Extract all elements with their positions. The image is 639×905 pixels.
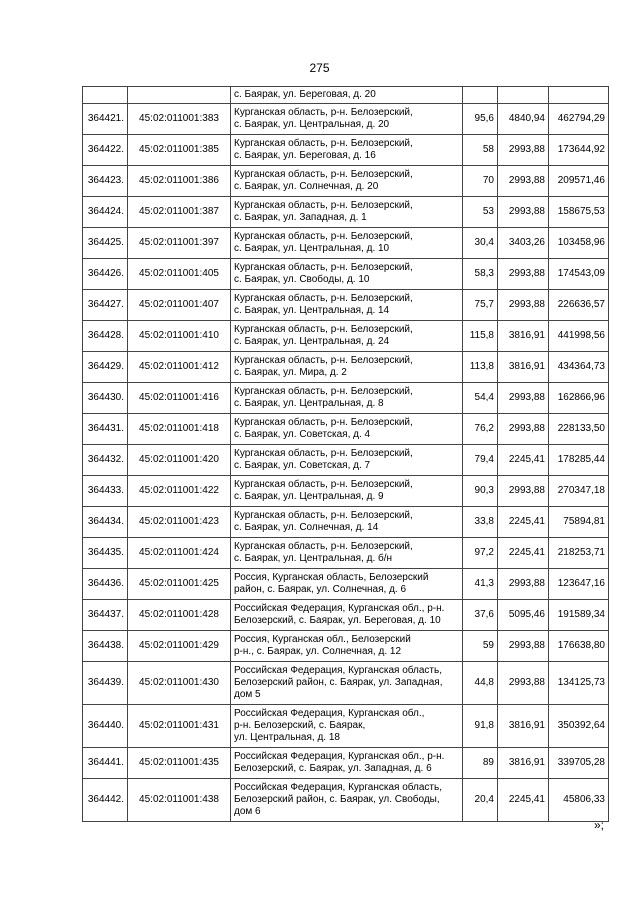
address-cell: [231, 135, 463, 166]
row-index: 364435.: [83, 538, 128, 569]
cadastral-number: 45:02:011001:416: [128, 383, 231, 414]
address-line: Курганская область, р-н. Белозерский,: [234, 323, 413, 335]
address-cell: с. Баярак, ул. Береговая, д. 20: [231, 87, 463, 104]
area-value: 30,4: [463, 228, 498, 259]
area-value: 90,3: [463, 476, 498, 507]
address-cell: [231, 414, 463, 445]
address-line: район, с. Баярак, ул. Солнечная, д. 6: [234, 583, 407, 595]
address-cell: [231, 445, 463, 476]
table-row: [83, 290, 609, 321]
area-value: 76,2: [463, 414, 498, 445]
address-cell: [231, 104, 463, 135]
row-index: 364423.: [83, 166, 128, 197]
table-row: [83, 383, 609, 414]
cadastral-value: 178285,44: [549, 445, 609, 476]
row-index: 364433.: [83, 476, 128, 507]
address-line: Курганская область, р-н. Белозерский,: [234, 292, 413, 304]
cadastral-value: 176638,80: [549, 631, 609, 662]
rate-value: 2993,88: [498, 166, 549, 197]
cadastral-number: 45:02:011001:383: [128, 104, 231, 135]
cadastral-value: 209571,46: [549, 166, 609, 197]
address-line: с. Баярак, ул. Центральная, д. 10: [234, 242, 390, 254]
row-index: 364440.: [83, 705, 128, 748]
address-cell: [231, 569, 463, 600]
rate-value: 3816,91: [498, 321, 549, 352]
area-value: 54,4: [463, 383, 498, 414]
row-index: 364421.: [83, 104, 128, 135]
address-line: Курганская область, р-н. Белозерский,: [234, 106, 413, 118]
area-value: 75,7: [463, 290, 498, 321]
rate-value: 2993,88: [498, 135, 549, 166]
address-cell: [231, 476, 463, 507]
address-line: с. Баярак, ул. Свободы, д. 10: [234, 273, 370, 285]
address-line: дом 5: [234, 688, 261, 700]
area-value: 91,8: [463, 705, 498, 748]
row-index: 364429.: [83, 352, 128, 383]
address-line: с. Баярак, ул. Солнечная, д. 20: [234, 180, 379, 192]
row-index: 364422.: [83, 135, 128, 166]
rate-value: 2993,88: [498, 290, 549, 321]
row-index: 364436.: [83, 569, 128, 600]
cadastral-value: 191589,34: [549, 600, 609, 631]
area-value: 89: [463, 748, 498, 779]
cadastral-number: 45:02:011001:425: [128, 569, 231, 600]
address-line: Белозерский, с. Баярак, ул. Западная, д. 6: [234, 762, 432, 774]
address-line: с. Баярак, ул. Центральная, д. б/н: [234, 552, 393, 564]
cadastral-number: 45:02:011001:397: [128, 228, 231, 259]
rate-value: 2993,88: [498, 631, 549, 662]
cadastral-value: 441998,56: [549, 321, 609, 352]
address-line: Курганская область, р-н. Белозерский,: [234, 199, 413, 211]
address-line: Российская Федерация, Курганская область,: [234, 781, 443, 793]
cadastral-number: 45:02:011001:410: [128, 321, 231, 352]
area-value: 20,4: [463, 779, 498, 822]
table-row: [83, 569, 609, 600]
cadastral-value: 75894,81: [549, 507, 609, 538]
address-line: Белозерский, с. Баярак, ул. Береговая, д. 10: [234, 614, 441, 626]
cadastral-value: 173644,92: [549, 135, 609, 166]
table-row: [83, 476, 609, 507]
table-row: [83, 507, 609, 538]
area-value: 33,8: [463, 507, 498, 538]
table-row: [83, 631, 609, 662]
table-row: [83, 414, 609, 445]
row-index: 364431.: [83, 414, 128, 445]
address-line: Белозерский район, с. Баярак, ул. Западная,: [234, 676, 443, 688]
rate-value: 2993,88: [498, 569, 549, 600]
value-cell: [549, 87, 609, 104]
cadastral-value: 218253,71: [549, 538, 609, 569]
area-value: 37,6: [463, 600, 498, 631]
rate-value: 5095,46: [498, 600, 549, 631]
address-cell: [231, 321, 463, 352]
rate-value: 2245,41: [498, 445, 549, 476]
cadastral-number: 45:02:011001:438: [128, 779, 231, 822]
table-row: [83, 748, 609, 779]
row-index: 364438.: [83, 631, 128, 662]
cadastral-value: 462794,29: [549, 104, 609, 135]
rate-value: 2245,41: [498, 779, 549, 822]
address-line: р-н., с. Баярак, ул. Солнечная, д. 12: [234, 645, 402, 657]
cadastral-value: 103458,96: [549, 228, 609, 259]
address-line: Курганская область, р-н. Белозерский,: [234, 540, 413, 552]
address-cell: [231, 228, 463, 259]
address-line: Курганская область, р-н. Белозерский,: [234, 261, 413, 273]
rate-value: 2993,88: [498, 476, 549, 507]
rate-value: 4840,94: [498, 104, 549, 135]
row-index: 364439.: [83, 662, 128, 705]
address-line: с. Баярак, ул. Советская, д. 4: [234, 428, 371, 440]
cadastral-value: 350392,64: [549, 705, 609, 748]
cadastral-value: 162866,96: [549, 383, 609, 414]
address-line: с. Баярак, ул. Солнечная, д. 14: [234, 521, 379, 533]
cadastral-value: 174543,09: [549, 259, 609, 290]
rate-value: 3403,26: [498, 228, 549, 259]
area-value: 41,3: [463, 569, 498, 600]
address-cell: [231, 352, 463, 383]
address-line: с. Баярак, ул. Западная, д. 1: [234, 211, 367, 223]
idx-cell: [83, 87, 128, 104]
address-line: Российская Федерация, Курганская обл., р-н.: [234, 602, 445, 614]
continuation-row: [83, 87, 609, 104]
table-row: [83, 104, 609, 135]
table-row: [83, 321, 609, 352]
row-index: 364427.: [83, 290, 128, 321]
rate-value: 2993,88: [498, 662, 549, 705]
cadastral-number: 45:02:011001:386: [128, 166, 231, 197]
row-index: 364424.: [83, 197, 128, 228]
rate-value: 3816,91: [498, 352, 549, 383]
table-row: [83, 779, 609, 822]
table-row: [83, 600, 609, 631]
address-line: Российская Федерация, Курганская обл., р-н.: [234, 750, 445, 762]
address-line: дом 6: [234, 805, 261, 817]
cadastral-cell: [128, 87, 231, 104]
area-value: 44,8: [463, 662, 498, 705]
table-row: [83, 259, 609, 290]
cadastral-number: 45:02:011001:429: [128, 631, 231, 662]
area-value: 53: [463, 197, 498, 228]
table-row: [83, 705, 609, 748]
row-index: 364428.: [83, 321, 128, 352]
row-index: 364434.: [83, 507, 128, 538]
address-cell: [231, 748, 463, 779]
address-cell: [231, 600, 463, 631]
rate-value: 3816,91: [498, 748, 549, 779]
address-line: Курганская область, р-н. Белозерский,: [234, 478, 413, 490]
table-row: [83, 538, 609, 569]
address-cell: [231, 259, 463, 290]
address-cell: [231, 631, 463, 662]
address-line: с. Баярак, ул. Мира, д. 2: [234, 366, 347, 378]
area-value: 70: [463, 166, 498, 197]
area-cell: [463, 87, 498, 104]
area-value: 95,6: [463, 104, 498, 135]
cadastral-number: 45:02:011001:435: [128, 748, 231, 779]
table-row: [83, 352, 609, 383]
cadastral-value: 434364,73: [549, 352, 609, 383]
address-line: Россия, Курганская обл., Белозерский: [234, 633, 411, 645]
cadastral-number: 45:02:011001:387: [128, 197, 231, 228]
cadastral-value: 226636,57: [549, 290, 609, 321]
rate-cell: [498, 87, 549, 104]
rate-value: 2245,41: [498, 507, 549, 538]
cadastral-value: 339705,28: [549, 748, 609, 779]
row-index: 364442.: [83, 779, 128, 822]
address-line: Курганская область, р-н. Белозерский,: [234, 137, 413, 149]
area-value: 59: [463, 631, 498, 662]
address-line: с. Баярак, ул. Береговая, д. 16: [234, 149, 376, 161]
area-value: 58,3: [463, 259, 498, 290]
address-line: Белозерский район, с. Баярак, ул. Свободы,: [234, 793, 440, 805]
row-index: 364426.: [83, 259, 128, 290]
area-value: 115,8: [463, 321, 498, 352]
table-row: [83, 197, 609, 228]
row-index: 364425.: [83, 228, 128, 259]
address-line: Курганская область, р-н. Белозерский,: [234, 168, 413, 180]
cadastral-number: 45:02:011001:423: [128, 507, 231, 538]
rate-value: 3816,91: [498, 705, 549, 748]
address-line: с. Баярак, ул. Центральная, д. 24: [234, 335, 390, 347]
cadastral-number: 45:02:011001:407: [128, 290, 231, 321]
cadastral-number: 45:02:011001:418: [128, 414, 231, 445]
address-line: Курганская область, р-н. Белозерский,: [234, 385, 413, 397]
cadastral-number: 45:02:011001:430: [128, 662, 231, 705]
address-cell: [231, 779, 463, 822]
table-row: [83, 662, 609, 705]
address-line: с. Баярак, ул. Центральная, д. 8: [234, 397, 384, 409]
cadastral-number: 45:02:011001:431: [128, 705, 231, 748]
address-line: с. Баярак, ул. Центральная, д. 20: [234, 118, 390, 130]
row-index: 364437.: [83, 600, 128, 631]
cadastral-number: 45:02:011001:385: [128, 135, 231, 166]
cadastral-number: 45:02:011001:412: [128, 352, 231, 383]
cadastral-number: 45:02:011001:422: [128, 476, 231, 507]
address-line: с. Баярак, ул. Центральная, д. 14: [234, 304, 390, 316]
area-value: 97,2: [463, 538, 498, 569]
page-number: 275: [309, 61, 330, 75]
closing-quote: »;: [594, 818, 605, 832]
address-cell: [231, 705, 463, 748]
area-value: 79,4: [463, 445, 498, 476]
rate-value: 2993,88: [498, 197, 549, 228]
address-line: Курганская область, р-н. Белозерский,: [234, 447, 413, 459]
cadastral-value: 158675,53: [549, 197, 609, 228]
cadastral-value: 123647,16: [549, 569, 609, 600]
cadastral-value: 228133,50: [549, 414, 609, 445]
address-cell: [231, 507, 463, 538]
rate-value: 2993,88: [498, 383, 549, 414]
address-line: Российская Федерация, Курганская обл.,: [234, 707, 425, 719]
area-value: 113,8: [463, 352, 498, 383]
address-cell: [231, 662, 463, 705]
row-index: 364441.: [83, 748, 128, 779]
table-row: [83, 228, 609, 259]
address-line: Россия, Курганская область, Белозерский: [234, 571, 429, 583]
address-line: Курганская область, р-н. Белозерский,: [234, 354, 413, 366]
cadastral-value: 134125,73: [549, 662, 609, 705]
address-line: Курганская область, р-н. Белозерский,: [234, 230, 413, 242]
address-line: с. Баярак, ул. Советская, д. 7: [234, 459, 371, 471]
address-line: с. Баярак, ул. Центральная, д. 9: [234, 490, 384, 502]
address-line: Российская Федерация, Курганская область,: [234, 664, 443, 676]
address-line: р-н. Белозерский, с. Баярак,: [234, 719, 366, 731]
address-line: Курганская область, р-н. Белозерский,: [234, 509, 413, 521]
rate-value: 2245,41: [498, 538, 549, 569]
row-index: 364432.: [83, 445, 128, 476]
cadastral-number: 45:02:011001:428: [128, 600, 231, 631]
table-row: [83, 445, 609, 476]
table-row: [83, 135, 609, 166]
table-row: [83, 166, 609, 197]
registry-body: [83, 87, 609, 822]
address-line: Курганская область, р-н. Белозерский,: [234, 416, 413, 428]
cadastral-number: 45:02:011001:424: [128, 538, 231, 569]
cadastral-number: 45:02:011001:405: [128, 259, 231, 290]
address-cell: [231, 383, 463, 414]
cadastral-value: 270347,18: [549, 476, 609, 507]
address-cell: [231, 166, 463, 197]
address-cell: [231, 290, 463, 321]
rate-value: 2993,88: [498, 414, 549, 445]
rate-value: 2993,88: [498, 259, 549, 290]
address-cell: [231, 197, 463, 228]
address-cell: [231, 538, 463, 569]
property-registry-table: [82, 86, 609, 822]
address-line: ул. Центральная, д. 18: [234, 731, 340, 743]
cadastral-number: 45:02:011001:420: [128, 445, 231, 476]
area-value: 58: [463, 135, 498, 166]
row-index: 364430.: [83, 383, 128, 414]
cadastral-value: 45806,33: [549, 779, 609, 822]
